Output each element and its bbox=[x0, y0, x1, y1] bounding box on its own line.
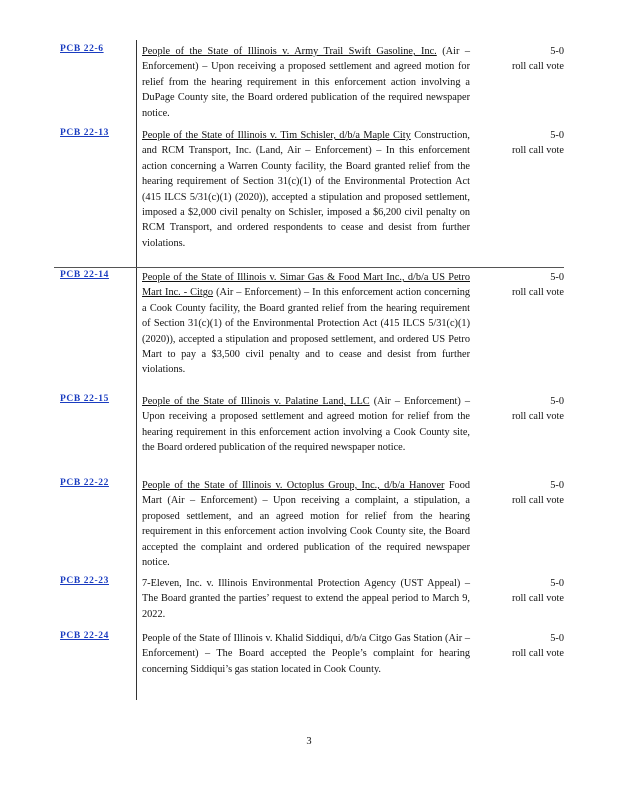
case-summary: 7-Eleven, Inc. v. Illinois Environmental Protection Agency (UST Appeal) – The Board granted the parties’ request to extend the appeal period to March 9, 2022. bbox=[142, 578, 470, 620]
entry-description bbox=[142, 128, 470, 251]
column-divider bbox=[136, 40, 137, 700]
vote-record bbox=[496, 631, 564, 662]
vote-label: roll call vote bbox=[511, 648, 564, 660]
entry-description bbox=[142, 270, 470, 378]
case-summary: (Air – Enforcement) – In this enforcement action concerning a Cook County facility, the Board granted relief from the hearing requirement of Section 31(c)(1) of the Environmental Protection Act (415 ILCS 5/31(c)(1) (2020)), accepted a stipulation and proposed settlement, and ordered US Petro Mart to pay a $3,500 civil penalty and to cease and desist from further violations. bbox=[142, 287, 471, 376]
vote-count: 5-0 bbox=[550, 578, 564, 589]
entry-description bbox=[142, 394, 470, 456]
case-summary: (Air – Enforcement) – Upon receiving a proposed settlement and agreed motion for relief from the hearing requirement in this enforcement action involving a DuPage County site, the Board ordered publication of the required newspaper notice. bbox=[142, 46, 470, 119]
vote-record bbox=[496, 128, 564, 159]
case-title: People of the State of Illinois v. Tim Schisler, d/b/a Maple City bbox=[142, 130, 411, 141]
entry-description bbox=[142, 44, 470, 121]
vote-count: 5-0 bbox=[550, 633, 564, 644]
section-divider bbox=[54, 267, 564, 268]
case-number-link[interactable]: PCB 22-14 bbox=[60, 270, 109, 280]
case-number-link[interactable]: PCB 22-22 bbox=[60, 478, 109, 488]
vote-count: 5-0 bbox=[550, 130, 564, 141]
vote-label: roll call vote bbox=[511, 287, 564, 299]
case-summary: People of the State of Illinois v. Khalid Siddiqui, d/b/a Citgo Gas Station (Air – Enforcement) – The Board accepted the People’s complaint for hearing concerning Siddiqui’s gas station located in Cook County. bbox=[142, 633, 470, 675]
vote-record bbox=[496, 270, 564, 301]
case-title: People of the State of Illinois v. Army Trail Swift Gasoline, Inc. bbox=[142, 46, 437, 57]
vote-label: roll call vote bbox=[511, 593, 564, 605]
case-summary: Construction, and RCM Transport, Inc. (Land, Air – Enforcement) – In this enforcement action concerning a Warren County facility, the Board granted relief from the hearing requirement of Section 31(c)(1) of the Environmental Protection Act (415 ILCS 5/31(c)(1) (2020)), accepted a stipulation and proposed settlement, imposed a $2,000 civil penalty on Schisler, imposed a $6,200 civil penalty on RCM Transport, and ordered respondents to cease and desist from further violations. bbox=[142, 130, 470, 249]
case-number-link[interactable]: PCB 22-13 bbox=[60, 128, 109, 138]
vote-label: roll call vote bbox=[511, 61, 564, 73]
vote-record bbox=[496, 44, 564, 75]
vote-record bbox=[496, 478, 564, 509]
case-number-link[interactable]: PCB 22-6 bbox=[60, 44, 104, 54]
vote-count: 5-0 bbox=[550, 46, 564, 57]
vote-count: 5-0 bbox=[550, 396, 564, 407]
case-summary: Food Mart (Air – Enforcement) – Upon receiving a complaint, a stipulation, a proposed settlement, and an agreed motion for relief from the hearing requirement in this enforcement action involving Cook County site, the Board accepted the complaint and ordered publication of the required newspaper notice. bbox=[142, 480, 471, 569]
vote-label: roll call vote bbox=[511, 411, 564, 423]
case-number-link[interactable]: PCB 22-15 bbox=[60, 394, 109, 404]
entry-description bbox=[142, 478, 470, 570]
vote-label: roll call vote bbox=[511, 145, 564, 157]
page-number: 3 bbox=[306, 736, 312, 747]
entry-description bbox=[142, 576, 470, 622]
vote-count: 5-0 bbox=[550, 480, 564, 491]
case-title: People of the State of Illinois v. Octoplus Group, Inc., d/b/a Hanover bbox=[142, 480, 445, 491]
case-title: People of the State of Illinois v. Palatine Land, LLC bbox=[142, 396, 370, 407]
case-summary: (Air – Enforcement) – Upon receiving a proposed settlement and agreed motion for relief from the hearing requirement in this enforcement action involving a Cook County site, the Board ordered publication of the required newspaper notice. bbox=[142, 396, 470, 454]
entry-description bbox=[142, 631, 470, 677]
case-title: People of the State of Illinois v. Simar Gas & Food Mart Inc., d/b/a US Petro Mart Inc. - Citgo bbox=[142, 272, 470, 299]
vote-count: 5-0 bbox=[550, 272, 564, 283]
vote-record bbox=[496, 576, 564, 607]
vote-record bbox=[496, 394, 564, 425]
case-number-link[interactable]: PCB 22-24 bbox=[60, 631, 109, 641]
vote-label: roll call vote bbox=[511, 495, 564, 507]
case-number-link[interactable]: PCB 22-23 bbox=[60, 576, 109, 586]
